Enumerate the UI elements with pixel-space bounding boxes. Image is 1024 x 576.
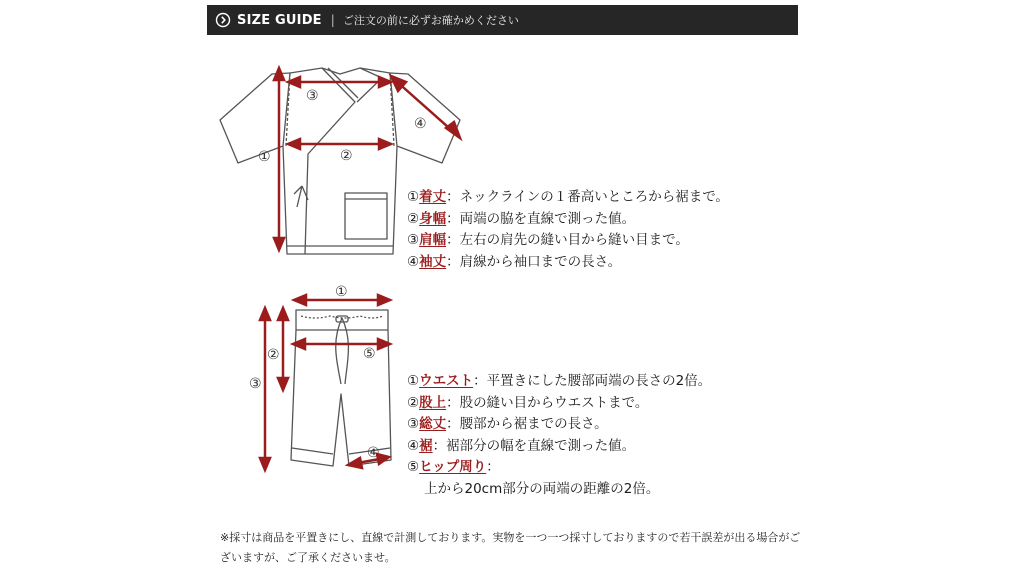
header-title: SIZE GUIDE bbox=[237, 12, 322, 28]
size-guide-header bbox=[207, 5, 798, 35]
bottom-mark-3: ③ bbox=[249, 376, 262, 392]
list-item: ⑤ヒップ周り： bbox=[407, 459, 500, 475]
measurement-footnote: ※採寸は商品を平置きにし、直線で計測しております。実物を一つ一つ採寸しておりますので若干誤差が出る場合がございますが、ご了承くださいませ。 bbox=[220, 531, 801, 564]
bottom-mark-5: ⑤ bbox=[363, 346, 376, 362]
bottom-mark-4: ④ bbox=[367, 445, 380, 461]
bottom-mark-1: ① bbox=[335, 284, 348, 300]
list-item: ④裾：裾部分の幅を直線で測った値。 bbox=[407, 437, 636, 454]
header-separator: | bbox=[330, 13, 335, 27]
header-note: ご注文の前に必ずお確かめください bbox=[342, 14, 519, 27]
list-item: ③肩幅：左右の肩先の縫い目から縫い目まで。 bbox=[407, 232, 689, 248]
jacket-size-list bbox=[407, 187, 729, 273]
list-item: ③総丈：腰部から裾までの長さ。 bbox=[407, 416, 608, 432]
top-mark-4: ④ bbox=[414, 116, 427, 132]
list-item: ②身幅：両端の脇を直線で測った値。 bbox=[407, 210, 636, 227]
list-item-continuation: 上から20cm部分の両端の距離の2倍。 bbox=[424, 480, 660, 497]
list-item: ①ウエスト：平置きにした腰部両端の長さの2倍。 bbox=[407, 373, 712, 389]
top-mark-2: ② bbox=[340, 148, 353, 164]
list-item: ②股上：股の縫い目からウエストまで。 bbox=[407, 394, 649, 411]
top-mark-3: ③ bbox=[306, 88, 319, 104]
pants-size-list bbox=[407, 371, 711, 500]
pants-illustration bbox=[245, 282, 405, 482]
top-mark-1: ① bbox=[258, 149, 271, 165]
list-item: ④袖丈：肩線から袖口までの長さ。 bbox=[407, 253, 622, 270]
bottom-mark-2: ② bbox=[267, 347, 280, 363]
chevron-right-circle-icon bbox=[215, 12, 231, 28]
list-item: ①着丈：ネックラインの１番高いところから裾まで。 bbox=[407, 189, 729, 205]
